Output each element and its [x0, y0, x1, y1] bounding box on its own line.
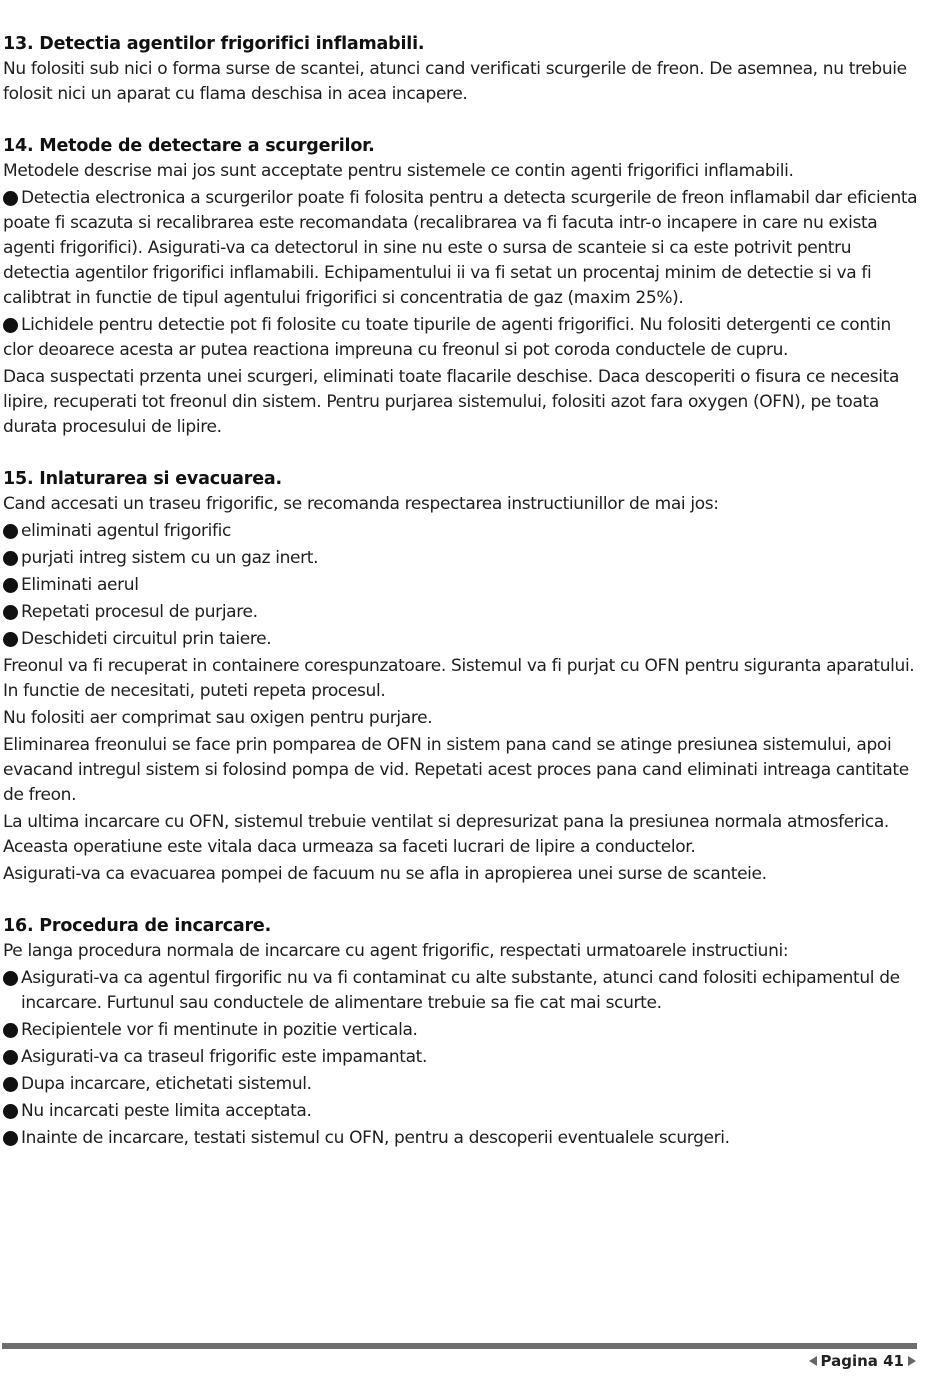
section-15: [3, 467, 921, 887]
bullet-item: [3, 1126, 921, 1151]
bullet-text: eliminati agentul frigorific: [21, 521, 232, 541]
page-number-label: Pagina 41: [820, 1352, 904, 1370]
bullet-item: [3, 313, 921, 363]
paragraph: Eliminarea freonului se face prin pomparea de OFN in sistem pana cand se atinge presiunea sistemului, apoi evacand intregul sistem si folosind pompa de vid. Repetati acest proces pana cand eliminati intreaga cantitate de freon.: [3, 735, 909, 805]
bullet-item: [3, 1018, 921, 1043]
bullet-text: Inainte de incarcare, testati sistemul cu OFN, pentru a descoperii eventualele scurgeri.: [21, 1128, 730, 1148]
bullet-text: Detectia electronica a scurgerilor poate fi folosita pentru a detecta scurgerile de freon inflamabil dar eficienta poate fi scazuta si recalibrarea este recomandata (recalibrarea va fi facuta intr-o incapere in care nu exista agenti frigorifici). Asigurati-va ca detectorul in sine nu este o sursa de scanteie si ca este potrivit pentru detectia agentilor frigorifici inflamabili. Echipamentului ii va fi setat un procentaj minim de detectie si va fi calibtrat in functie de tipul agentului frigorifici si concentratia de gaz (maxim 25%).: [3, 188, 918, 308]
section-16: [3, 914, 921, 1151]
bullet-dot-icon: [3, 1023, 18, 1038]
bullet-text: Deschideti circuitul prin taiere.: [21, 629, 272, 649]
bullet-text: Repetati procesul de purjare.: [21, 602, 258, 622]
bullet-text: Asigurati-va ca agentul firgorific nu va fi contaminat cu alte substante, atunci cand folositi echipamentul de incarcare. Furtunul sau conductele de alimentare trebuie sa fie cat mai scurte.: [21, 968, 900, 1013]
section-heading: 15. Inlaturarea si evacuarea.: [3, 469, 282, 489]
bullet-item: [3, 1099, 921, 1124]
bullet-dot-icon: [3, 1104, 18, 1119]
bullet-item: [3, 519, 921, 544]
paragraph: Daca suspectati przenta unei scurgeri, eliminati toate flacarile deschise. Daca descoperiti o fisura ce necesita lipire, recuperati tot freonul din sistem. Pentru purjarea sistemului, folositi azot fara oxygen (OFN), pe toata durata procesului de lipire.: [3, 367, 900, 437]
bullet-dot-icon: [3, 578, 18, 593]
bullet-item: [3, 1045, 921, 1070]
next-page-arrow-icon[interactable]: [908, 1356, 916, 1366]
bullet-item: [3, 186, 921, 311]
bullet-dot-icon: [3, 1077, 18, 1092]
bullet-item: [3, 1072, 921, 1097]
bullet-dot-icon: [3, 524, 18, 539]
paragraph: Pe langa procedura normala de incarcare cu agent frigorific, respectati urmatoarele instructiuni:: [3, 941, 789, 961]
page-footer: [809, 1352, 917, 1370]
bullet-text: purjati intreg sistem cu un gaz inert.: [21, 548, 319, 568]
bullet-dot-icon: [3, 1131, 18, 1146]
bullet-text: Asigurati-va ca traseul frigorific este impamantat.: [21, 1047, 428, 1067]
paragraph: Cand accesati un traseu frigorific, se recomanda respectarea instructiunillor de mai jos:: [3, 494, 719, 514]
bullet-text: Recipientele vor fi mentinute in pozitie verticala.: [21, 1020, 418, 1040]
bullet-text: Dupa incarcare, etichetati sistemul.: [21, 1074, 312, 1094]
paragraph: Metodele descrise mai jos sunt acceptate pentru sistemele ce contin agenti frigorifici inflamabili.: [3, 161, 794, 181]
section-13: [3, 32, 921, 107]
bullet-item: [3, 573, 921, 598]
paragraph: Asigurati-va ca evacuarea pompei de facuum nu se afla in apropierea unei surse de scanteie.: [3, 864, 767, 884]
document-page: [3, 32, 921, 1178]
paragraph: Nu folositi aer comprimat sau oxigen pentru purjare.: [3, 708, 433, 728]
bullet-text: Nu incarcati peste limita acceptata.: [21, 1101, 312, 1121]
bullet-dot-icon: [3, 1050, 18, 1065]
bullet-item: [3, 546, 921, 571]
section-heading: 16. Procedura de incarcare.: [3, 916, 272, 936]
section-14: [3, 134, 921, 440]
bullet-dot-icon: [3, 971, 18, 986]
bullet-dot-icon: [3, 551, 18, 566]
previous-page-arrow-icon[interactable]: [809, 1356, 817, 1366]
bullet-item: [3, 627, 921, 652]
section-heading: 13. Detectia agentilor frigorifici inflamabili.: [3, 34, 425, 54]
bullet-text: Eliminati aerul: [21, 575, 139, 595]
paragraph: Freonul va fi recuperat in containere corespunzatoare. Sistemul va fi purjat cu OFN pentru siguranta aparatului. In functie de necesitati, puteti repeta procesul.: [3, 656, 915, 701]
bullet-dot-icon: [3, 605, 18, 620]
paragraph: La ultima incarcare cu OFN, sistemul trebuie ventilat si depresurizat pana la presiunea normala atmosferica. Aceasta operatiune este vitala daca urmeaza sa faceti lucrari de lipire a conductelor.: [3, 812, 889, 857]
bullet-dot-icon: [3, 632, 18, 647]
bullet-item: [3, 966, 921, 1016]
bullet-item: [3, 600, 921, 625]
bullet-dot-icon: [3, 191, 18, 206]
footer-divider: [2, 1343, 917, 1349]
paragraph: Nu folositi sub nici o forma surse de scantei, atunci cand verificati scurgerile de freon. De asemnea, nu trebuie folosit nici un aparat cu flama deschisa in acea incapere.: [3, 59, 907, 104]
section-heading: 14. Metode de detectare a scurgerilor.: [3, 136, 375, 156]
bullet-dot-icon: [3, 318, 18, 333]
bullet-text: Lichidele pentru detectie pot fi folosite cu toate tipurile de agenti frigorifici. Nu folositi detergenti ce contin clor deoarece acesta ar putea reactiona impreuna cu freonul si pot coroda conductele de cupru.: [3, 315, 891, 360]
